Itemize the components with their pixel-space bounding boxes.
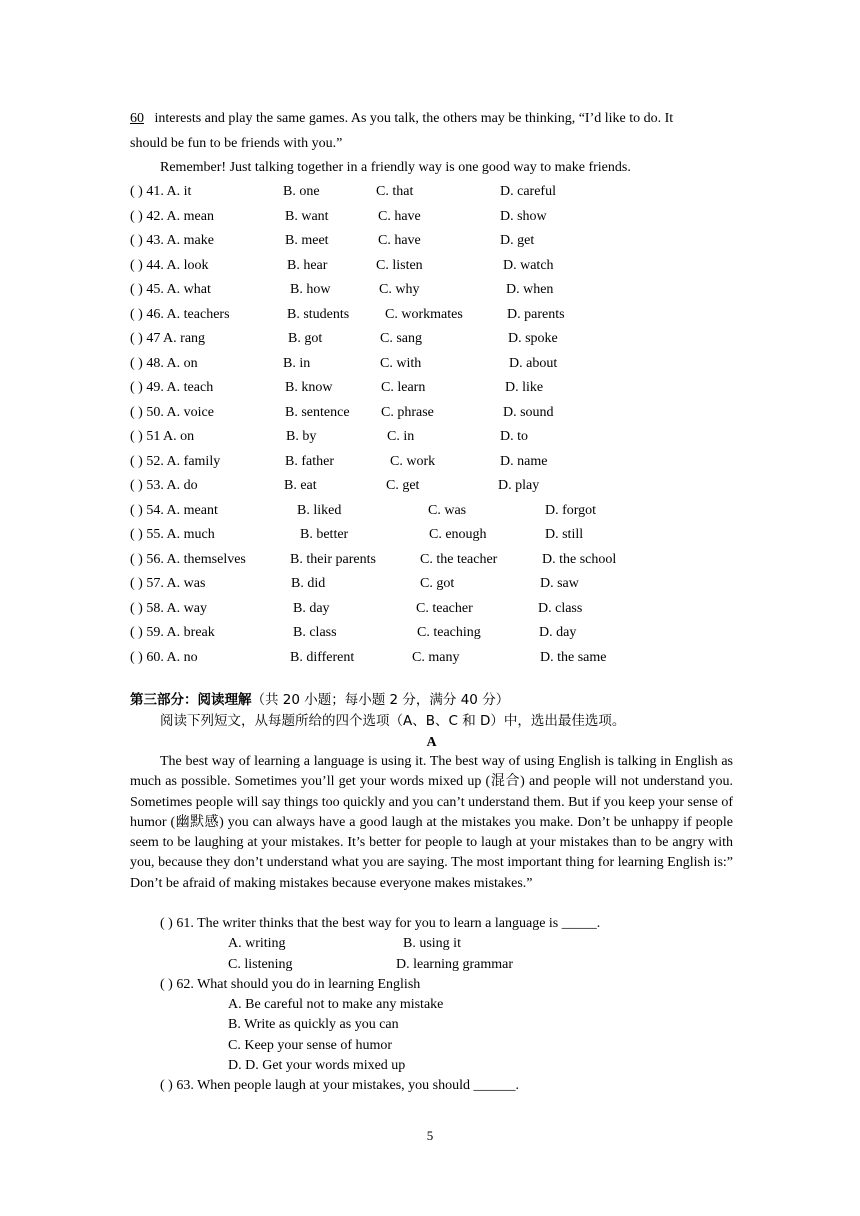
option-d[interactable]: D. about	[509, 355, 558, 371]
question-number-option-a: ( ) 55. A. much	[130, 527, 215, 542]
option-b[interactable]: B. meet	[285, 233, 329, 248]
option-d[interactable]: D. parents	[507, 306, 565, 322]
cloze-question-row	[130, 499, 733, 524]
option-c[interactable]: C. workmates	[385, 306, 463, 322]
cloze-question-list	[130, 180, 733, 670]
option-a[interactable]: A. Be careful not to make any mistake	[228, 997, 444, 1013]
question-number-option-a: ( ) 43. A. make	[130, 233, 214, 248]
blank-number: 60	[130, 111, 144, 126]
option-d[interactable]: D. careful	[500, 184, 556, 199]
option-c[interactable]: C. sang	[380, 331, 422, 346]
option-b[interactable]: B. want	[285, 208, 329, 224]
option-d[interactable]: D. day	[539, 625, 577, 640]
option-b[interactable]: B. using it	[403, 936, 461, 952]
option-b[interactable]: B. class	[293, 625, 337, 640]
option-d[interactable]: D. learning grammar	[396, 956, 514, 972]
cloze-question-row	[130, 474, 733, 499]
question-63-text: ( ) 63. When people laugh at your mistakes, you should ______.	[160, 1078, 520, 1094]
cloze-question-row	[130, 572, 733, 597]
option-b[interactable]: B. liked	[297, 502, 342, 518]
question-number-option-a: ( ) 60. A. no	[130, 649, 198, 665]
question-61-options-row	[160, 955, 733, 975]
option-d[interactable]: D. forgot	[545, 502, 597, 518]
option-c[interactable]: C. learn	[381, 380, 426, 395]
option-d[interactable]: D. watch	[503, 257, 554, 273]
question-62-option[interactable]	[160, 1036, 733, 1056]
question-number-option-a: ( ) 52. A. family	[130, 453, 221, 469]
passage-text: interests and play the same games. As you talk, the others may be thinking, “I’d like to do. It	[154, 111, 674, 126]
option-b[interactable]: B. day	[293, 600, 330, 616]
option-b[interactable]: B. did	[291, 576, 326, 591]
option-d[interactable]: D. when	[506, 282, 554, 297]
option-c[interactable]: C. with	[380, 355, 422, 371]
section-title	[130, 690, 733, 711]
option-d[interactable]: D. show	[500, 208, 547, 224]
option-c[interactable]: C. listening	[228, 956, 293, 972]
passage-continuation	[130, 107, 733, 181]
question-number-option-a: ( ) 44. A. look	[130, 257, 209, 273]
cloze-question-row	[130, 229, 733, 254]
question-number-option-a: ( ) 42. A. mean	[130, 208, 214, 224]
cloze-question-row	[130, 621, 733, 646]
option-b[interactable]: B. better	[300, 527, 349, 542]
question-62-option[interactable]	[160, 1015, 733, 1035]
option-c[interactable]: C. teaching	[417, 625, 481, 640]
question-number-option-a: ( ) 56. A. themselves	[130, 551, 246, 567]
option-d[interactable]: D. D. Get your words mixed up	[228, 1058, 406, 1074]
question-number-option-a: ( ) 48. A. on	[130, 355, 198, 371]
option-c[interactable]: C. Keep your sense of humor	[228, 1037, 393, 1053]
cloze-question-row	[130, 401, 733, 426]
option-b[interactable]: B. one	[283, 184, 320, 199]
cloze-question-row	[130, 327, 733, 352]
cloze-question-row	[130, 376, 733, 401]
question-number-option-a: ( ) 51 A. on	[130, 429, 195, 444]
option-c[interactable]: C. the teacher	[420, 551, 498, 567]
cloze-question-row	[130, 597, 733, 622]
option-b[interactable]: B. Write as quickly as you can	[228, 1017, 399, 1033]
section-title-rest: （共 20 小题；每小题 2 分，满分 40 分）	[251, 692, 510, 708]
option-b[interactable]: B. by	[286, 429, 317, 444]
option-c[interactable]: C. phrase	[381, 404, 434, 420]
option-b[interactable]: B. got	[288, 331, 323, 346]
option-d[interactable]: D. the school	[542, 551, 617, 567]
cloze-question-row	[130, 205, 733, 230]
option-b[interactable]: B. hear	[287, 257, 328, 273]
reading-questions	[160, 914, 733, 1097]
question-number-option-a: ( ) 59. A. break	[130, 625, 215, 640]
option-c[interactable]: C. work	[390, 453, 436, 469]
cloze-question-row	[130, 523, 733, 548]
option-b[interactable]: B. their parents	[290, 551, 376, 567]
question-62-text: ( ) 62. What should you do in learning English	[160, 976, 421, 992]
cloze-question-row	[130, 548, 733, 573]
option-b[interactable]: B. how	[290, 282, 331, 297]
section-instruction: 阅读下列短文，从每题所给的四个选项（A、B、C 和 D）中，选出最佳选项。	[160, 713, 626, 729]
question-number-option-a: ( ) 41. A. it	[130, 184, 192, 199]
option-c[interactable]: C. was	[428, 502, 467, 518]
option-b[interactable]: B. students	[287, 306, 350, 322]
question-number-option-a: ( ) 45. A. what	[130, 282, 211, 297]
option-b[interactable]: B. sentence	[285, 404, 350, 420]
option-d[interactable]: D. saw	[540, 576, 579, 591]
cloze-question-row	[130, 352, 733, 377]
option-a[interactable]: A. writing	[228, 936, 286, 952]
question-number-option-a: ( ) 53. A. do	[130, 478, 198, 493]
passage-line: Remember! Just talking together in a friendly way is one good way to make friends.	[160, 160, 631, 175]
option-c[interactable]: C. why	[379, 282, 420, 297]
option-d[interactable]: D. still	[545, 527, 584, 542]
reading-passage: The best way of learning a language is using it. The best way of using English is talking in English as much as possible. Sometimes you’ll get your words mixed up (混合) and people will not understand you. Sometimes people will say things too quickly and you can’t understand them. But if you keep your sense of humor (幽默感) you can always have a good laugh at the mistakes you make. Don’t be unhappy if people seem to be laughing at your mistakes. It’s better for people to laugh at your mistakes than to be angry with you, because they don’t understand what you are saying. The most important thing for learning English is:” Don’t be afraid of making mistakes because everyone makes mistakes.”	[130, 754, 733, 891]
option-d[interactable]: D. sound	[503, 404, 554, 420]
question-63	[160, 1076, 733, 1096]
option-c[interactable]: C. teacher	[416, 600, 473, 616]
question-61-text: ( ) 61. The writer thinks that the best way for you to learn a language is _____.	[160, 916, 601, 931]
cloze-question-row	[130, 450, 733, 475]
option-c[interactable]: C. that	[376, 184, 414, 199]
option-d[interactable]: D. the same	[540, 649, 607, 665]
cloze-question-row	[130, 180, 733, 205]
option-c[interactable]: C. have	[378, 233, 421, 248]
option-b[interactable]: B. know	[285, 380, 333, 395]
section-title-bold: 第三部分：阅读理解	[130, 692, 252, 708]
question-61	[160, 914, 733, 934]
cloze-question-row	[130, 646, 733, 671]
option-d[interactable]: D. class	[538, 600, 583, 616]
option-c[interactable]: C. get	[386, 478, 420, 493]
option-c[interactable]: C. many	[412, 649, 460, 665]
question-61-options-row	[160, 934, 733, 954]
option-b[interactable]: B. father	[285, 453, 334, 469]
passage-line	[130, 107, 733, 132]
passage-line: should be fun to be friends with you.”	[130, 135, 343, 151]
option-d[interactable]: D. get	[500, 233, 535, 248]
question-62-option[interactable]	[160, 1056, 733, 1076]
cloze-question-row	[130, 303, 733, 328]
question-number-option-a: ( ) 58. A. way	[130, 600, 207, 616]
option-d[interactable]: D. to	[500, 429, 528, 444]
option-d[interactable]: D. name	[500, 453, 548, 469]
passage-label: A	[426, 735, 437, 750]
option-c[interactable]: C. in	[387, 429, 415, 444]
question-number-option-a: ( ) 57. A. was	[130, 576, 206, 591]
option-b[interactable]: B. eat	[284, 478, 317, 493]
question-number-option-a: ( ) 50. A. voice	[130, 404, 214, 420]
cloze-question-row	[130, 425, 733, 450]
question-number-option-a: ( ) 54. A. meant	[130, 502, 218, 518]
question-62-option[interactable]	[160, 995, 733, 1015]
question-number-option-a: ( ) 47 A. rang	[130, 331, 206, 346]
option-b[interactable]: B. in	[283, 355, 311, 371]
question-62	[160, 975, 733, 995]
option-b[interactable]: B. different	[290, 649, 355, 665]
option-c[interactable]: C. listen	[376, 257, 423, 273]
option-d[interactable]: D. like	[505, 380, 544, 395]
cloze-question-row	[130, 278, 733, 303]
question-number-option-a: ( ) 49. A. teach	[130, 380, 214, 395]
cloze-question-row	[130, 254, 733, 279]
option-c[interactable]: C. got	[420, 576, 455, 591]
option-c[interactable]: C. enough	[429, 527, 487, 542]
section-header	[130, 690, 733, 753]
question-number-option-a: ( ) 46. A. teachers	[130, 306, 230, 322]
option-c[interactable]: C. have	[378, 208, 421, 224]
option-d[interactable]: D. play	[498, 478, 540, 493]
page-number: 5	[426, 1128, 434, 1143]
option-d[interactable]: D. spoke	[508, 331, 558, 346]
